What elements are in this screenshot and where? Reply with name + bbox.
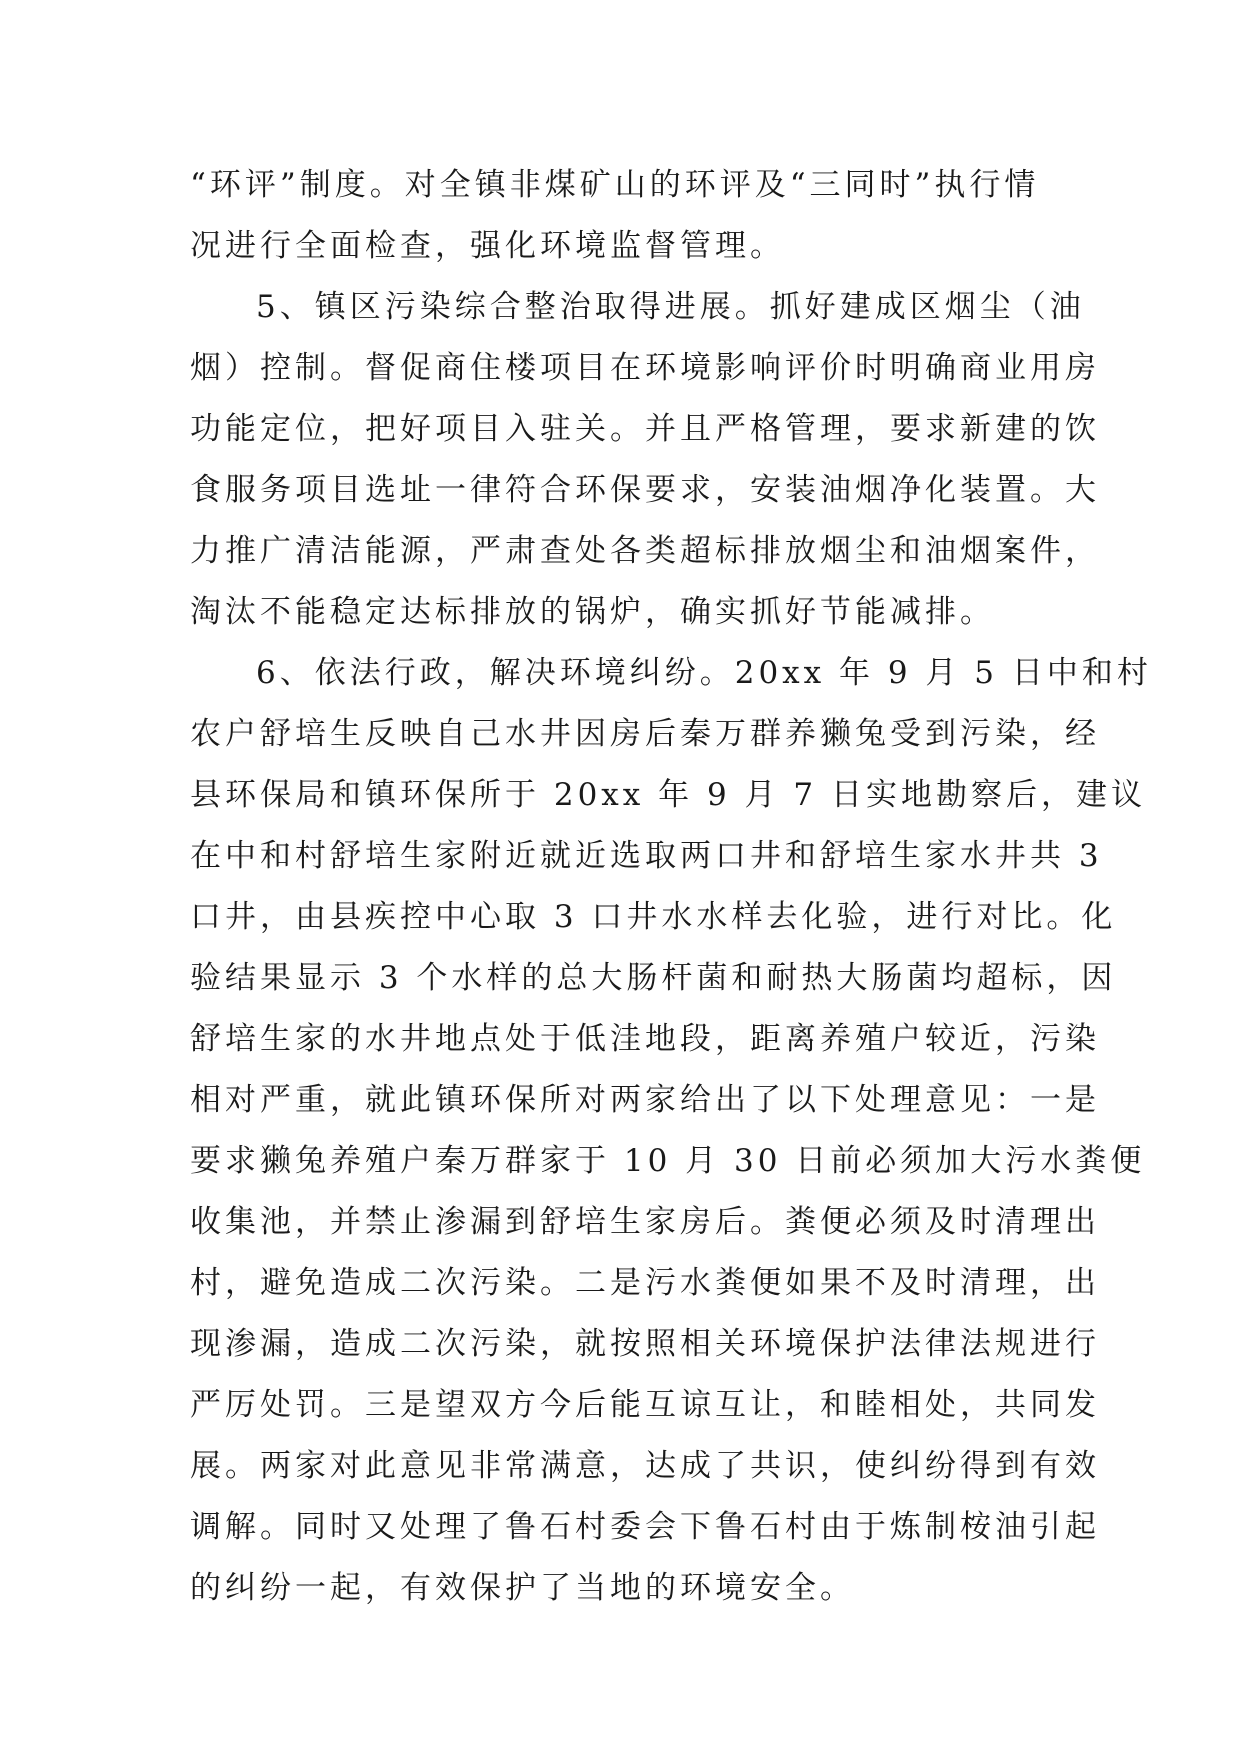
text-line: 县环保局和镇环保所于 20xx 年 9 月 7 日实地勘察后，建议: [190, 777, 1146, 813]
text-line: 在中和村舒培生家附近就近选取两口井和舒培生家水井共 3: [190, 838, 1103, 874]
text-line: 农户舒培生反映自己水井因房后秦万群养獭兔受到污染，经: [190, 716, 1100, 752]
text-line: 要求獭兔养殖户秦万群家于 10 月 30 日前必须加大污水粪便: [190, 1143, 1146, 1179]
text-line: 况进行全面检查，强化环境监督管理。: [190, 228, 785, 264]
text-line: 烟）控制。督促商住楼项目在环境影响评价时明确商业用房: [190, 350, 1100, 386]
text-line: 5、镇区污染综合整治取得进展。抓好建成区烟尘（油: [256, 289, 1085, 325]
text-line: 6、依法行政，解决环境纠纷。20xx 年 9 月 5 日中和村: [256, 655, 1152, 691]
text-line: 相对严重，就此镇环保所对两家给出了以下处理意见：一是: [190, 1082, 1100, 1118]
text-line: 展。两家对此意见非常满意，达成了共识，使纠纷得到有效: [190, 1448, 1100, 1484]
text-line: 验结果显示 3 个水样的总大肠杆菌和耐热大肠菌均超标，因: [190, 960, 1117, 996]
text-line: “环评”制度。对全镇非煤矿山的环评及“三同时”执行情: [190, 167, 1040, 203]
text-line: 淘汰不能稳定达标排放的锅炉，确实抓好节能减排。: [190, 594, 995, 630]
text-line: 收集池，并禁止渗漏到舒培生家房后。粪便必须及时清理出: [190, 1204, 1100, 1240]
text-line: 的纠纷一起，有效保护了当地的环境安全。: [190, 1570, 855, 1606]
text-line: 力推广清洁能源，严肃查处各类超标排放烟尘和油烟案件，: [190, 533, 1100, 569]
text-line: 口井，由县疾控中心取 3 口井水水样去化验，进行对比。化: [190, 899, 1117, 935]
text-line: 舒培生家的水井地点处于低洼地段，距离养殖户较近，污染: [190, 1021, 1100, 1057]
text-line: 调解。同时又处理了鲁石村委会下鲁石村由于炼制桉油引起: [190, 1509, 1100, 1545]
text-line: 现渗漏，造成二次污染，就按照相关环境保护法律法规进行: [190, 1326, 1100, 1362]
text-line: 食服务项目选址一律符合环保要求，安装油烟净化装置。大: [190, 472, 1100, 508]
text-line: 功能定位，把好项目入驻关。并且严格管理，要求新建的饮: [190, 411, 1100, 447]
text-line: 严厉处罚。三是望双方今后能互谅互让，和睦相处，共同发: [190, 1387, 1100, 1423]
text-line: 村，避免造成二次污染。二是污水粪便如果不及时清理，出: [190, 1265, 1100, 1301]
body-text: [190, 155, 1152, 1619]
